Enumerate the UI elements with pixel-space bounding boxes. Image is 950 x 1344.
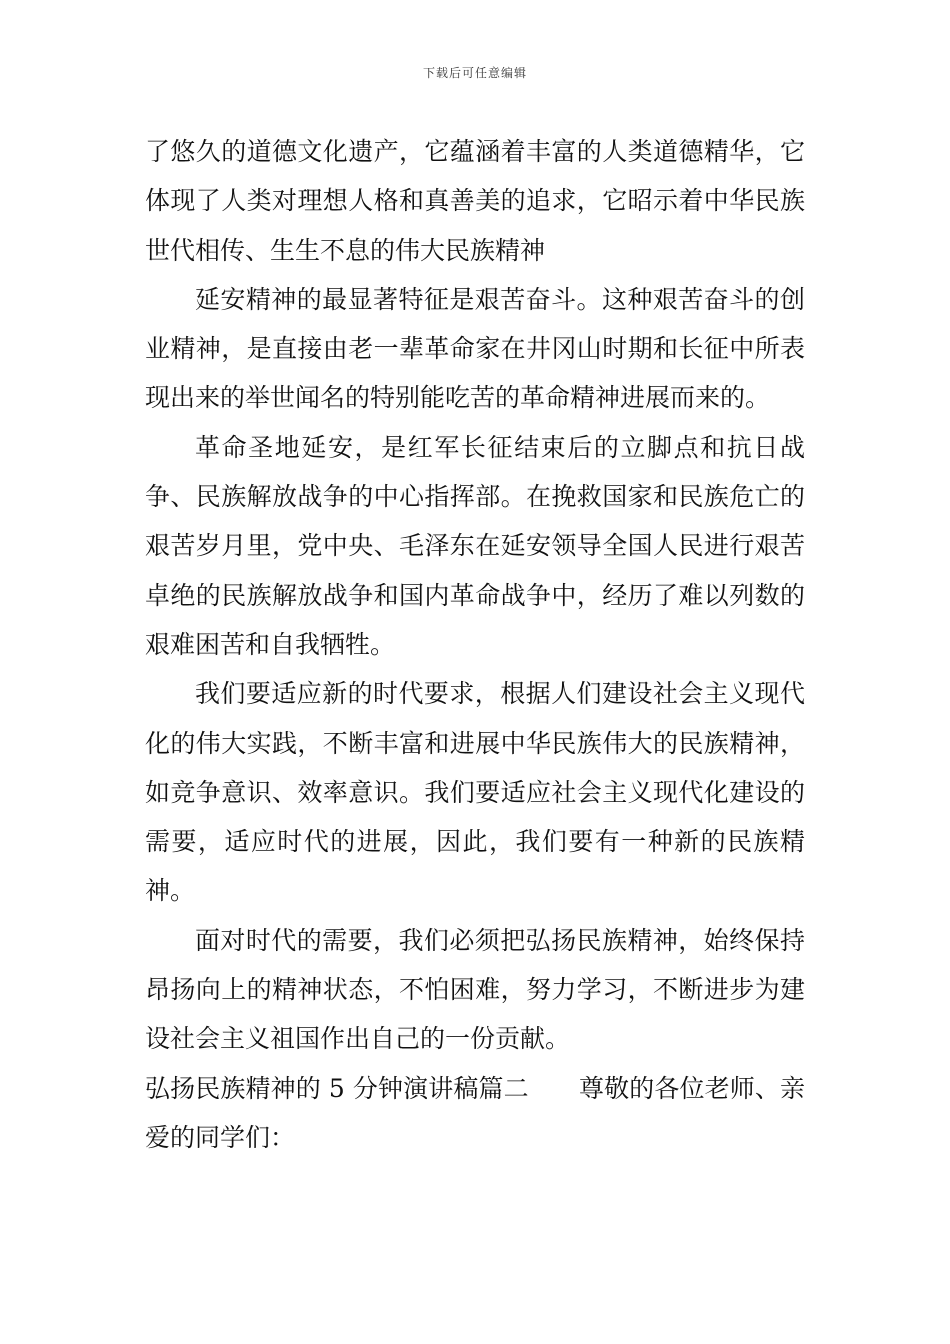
paragraph-1: 了悠久的道德文化遗产，它蕴涵着丰富的人类道德精华，它体现了人类对理想人格和真善美的追求，它昭示着中华民族世代相传、生生不息的伟大民族精神	[145, 137, 805, 265]
paragraph-2: 延安精神的最显著特征是艰苦奋斗。这种艰苦奋斗的创业精神，是直接由老一辈革命家在井冈山时期和长征中所表现出来的举世闻名的特别能吃苦的革命精神进展而来的。	[145, 284, 805, 413]
document-body	[145, 127, 805, 1162]
section-heading-paragraph: 弘扬民族精神的 5 分钟演讲稿篇二 尊敬的各位老师、亲爱的同学们：	[145, 1073, 805, 1152]
paragraph-5: 面对时代的需要，我们必须把弘扬民族精神，始终保持昂扬向上的精神状态，不怕困难，努力学习，不断进步为建设社会主义祖国作出自己的一份贡献。	[145, 925, 805, 1054]
paragraph-4: 我们要适应新的时代要求，根据人们建设社会主义现代化的伟大实践，不断丰富和进展中华民族伟大的民族精神，如竞争意识、效率意识。我们要适应社会主义现代化建设的需要，适应时代的进展，因此，我们要有一种新的民族精神。	[145, 679, 805, 906]
paragraph-3: 革命圣地延安，是红军长征结束后的立脚点和抗日战争、民族解放战争的中心指挥部。在挽救国家和民族危亡的艰苦岁月里，党中央、毛泽东在延安领导全国人民进行艰苦卓绝的民族解放战争和国内革命战争中，经历了难以列数的艰难困苦和自我牺牲。	[145, 432, 805, 659]
page-header: 下载后可任意编辑	[422, 66, 527, 80]
